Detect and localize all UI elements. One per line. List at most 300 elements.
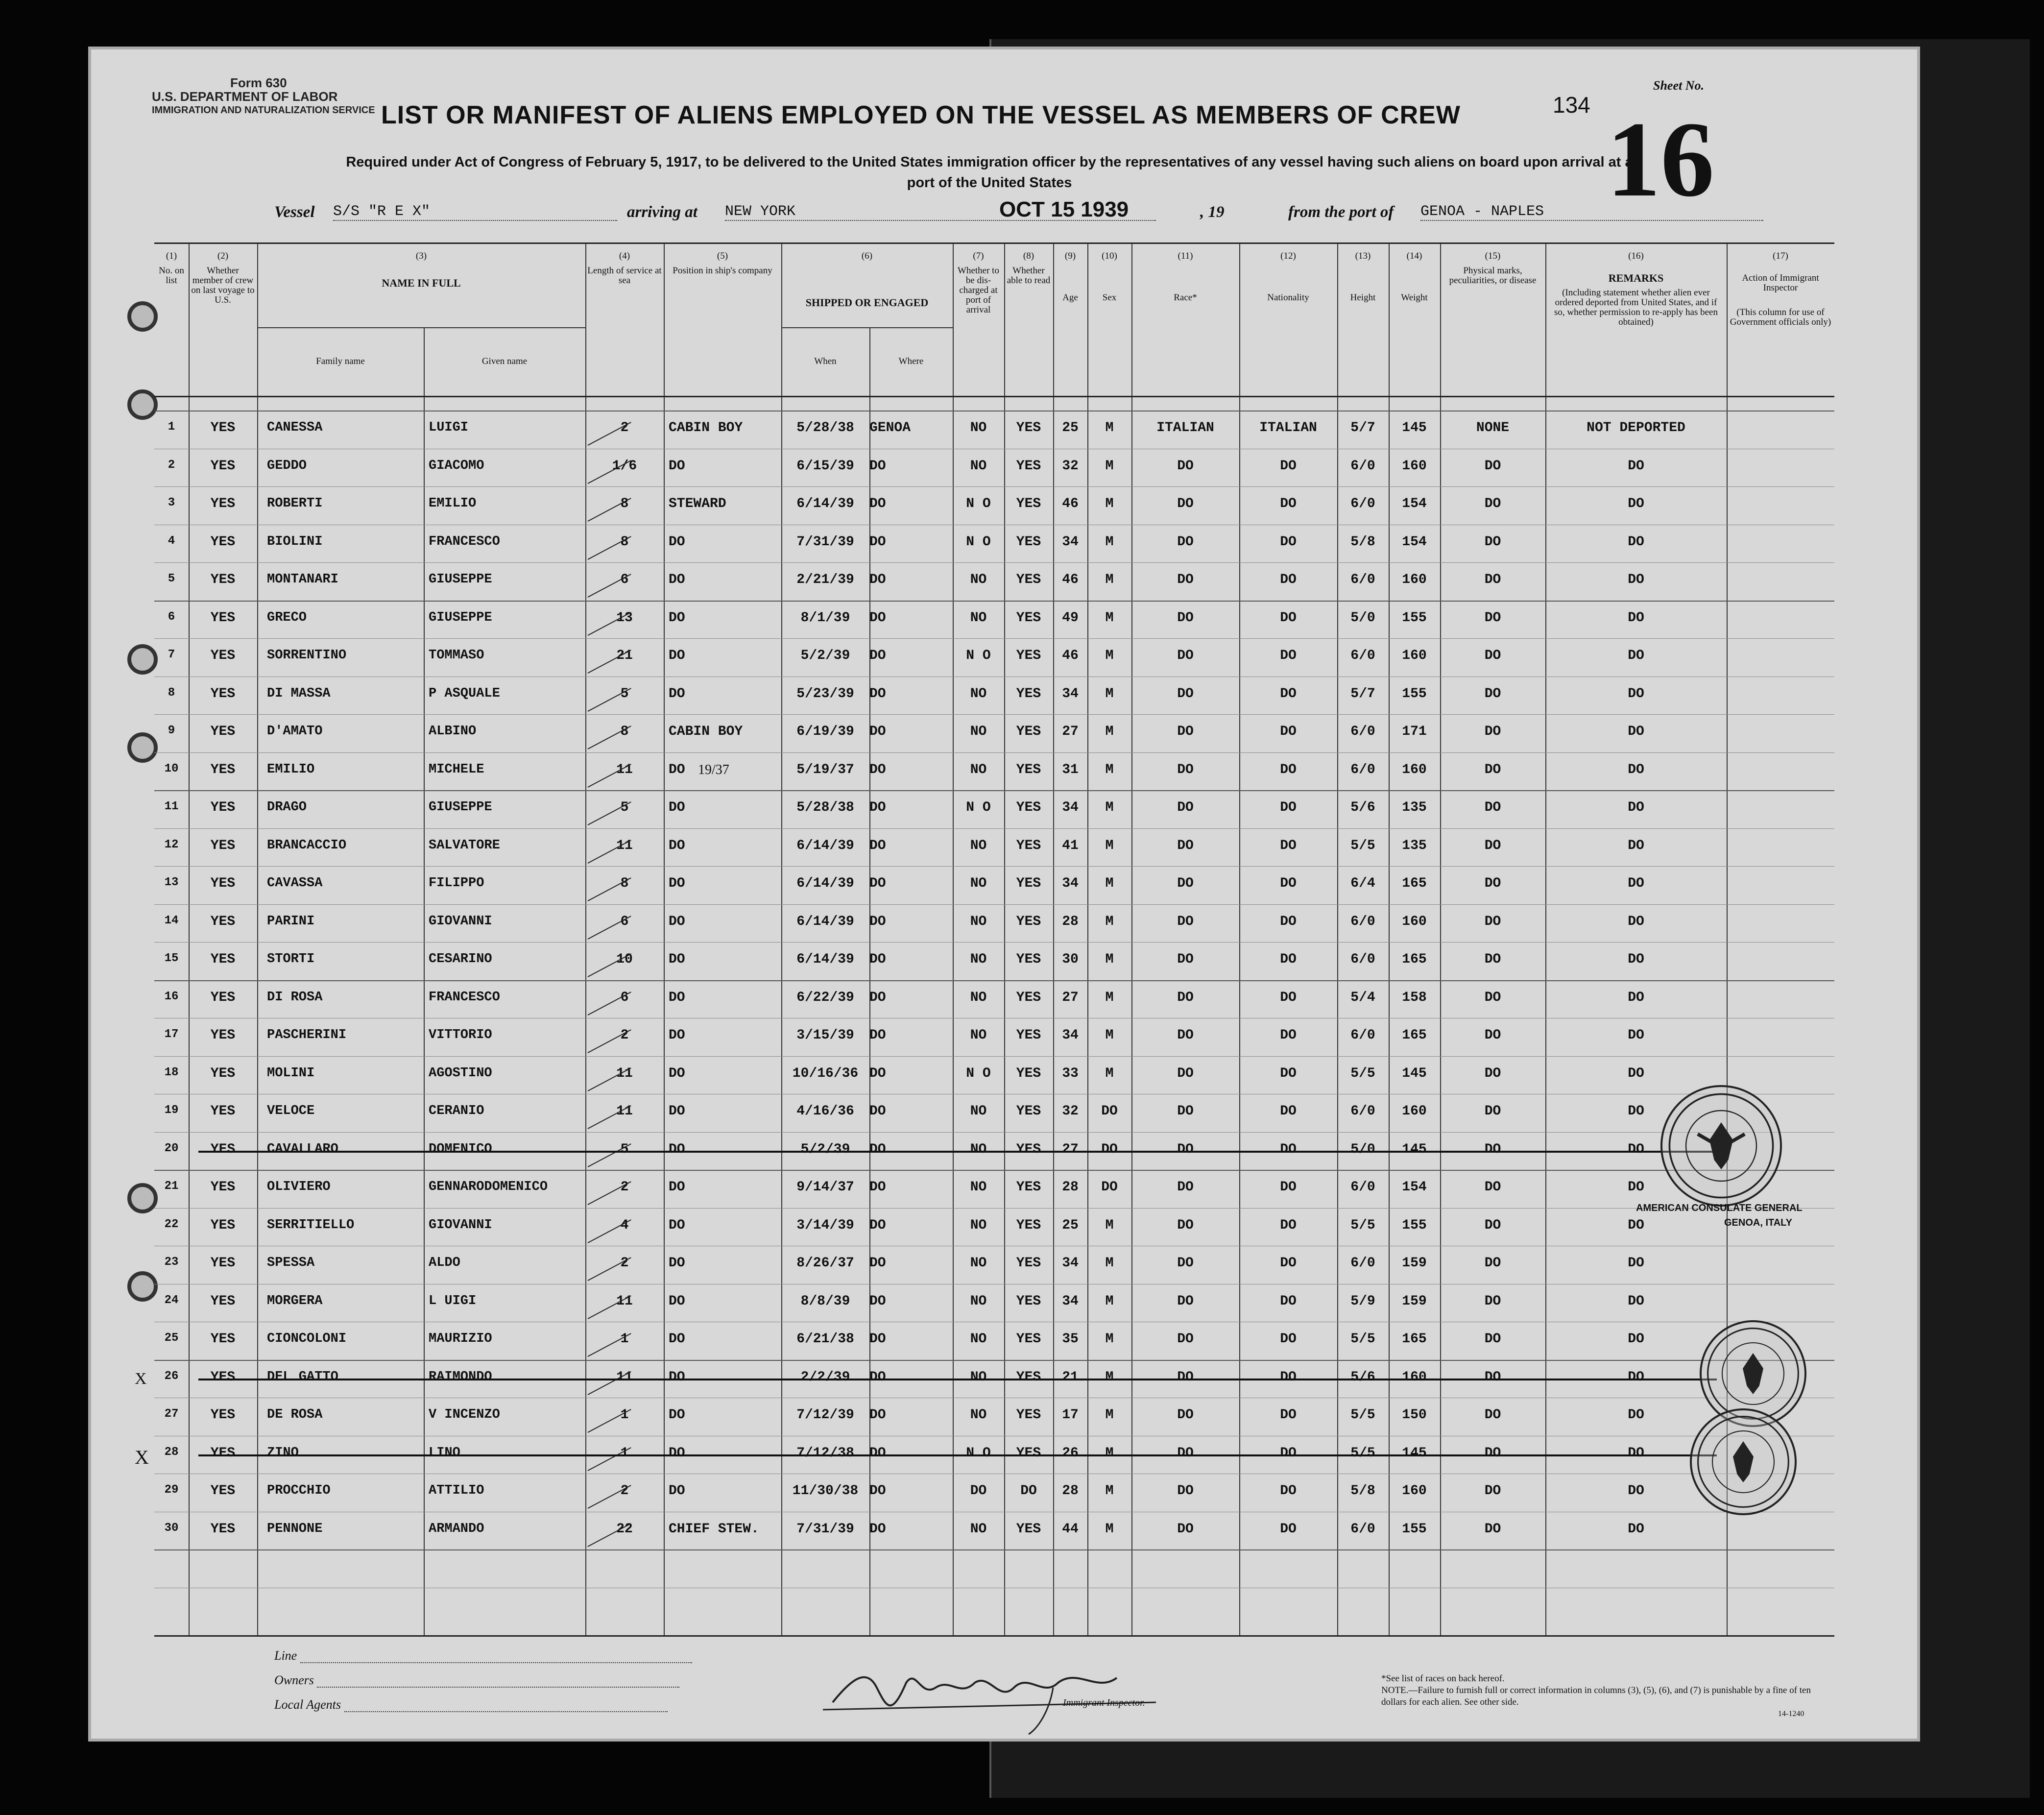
cell-where: DO: [869, 914, 886, 929]
cell-position: DO: [669, 648, 685, 663]
cell-position: DO: [669, 1028, 685, 1043]
cell-where: DO: [869, 686, 886, 702]
cell-sex: DO: [1101, 1141, 1118, 1157]
cell-sex: M: [1105, 1331, 1114, 1347]
cell-age: 34: [1062, 534, 1079, 550]
cell-last: YES: [210, 762, 236, 777]
cell-read: YES: [1016, 876, 1041, 891]
cell-weight: 171: [1402, 724, 1427, 739]
cell-read: YES: [1016, 762, 1041, 777]
handwritten-x-mark: X: [135, 1369, 147, 1388]
cell-marks: DO: [1484, 876, 1501, 891]
cell-sex: M: [1105, 990, 1114, 1005]
header-c5-num: (5): [717, 251, 728, 261]
cell-height: 6/0: [1350, 1180, 1375, 1195]
cell-remarks: DO: [1628, 610, 1644, 626]
cell-given: RAIMONDO: [429, 1369, 492, 1384]
header-c17-num: (17): [1773, 251, 1788, 261]
cell-race: DO: [1177, 724, 1194, 739]
cell-age: 34: [1062, 686, 1079, 702]
name-subheader-rule: [257, 327, 585, 328]
cell-height: 6/0: [1350, 1256, 1375, 1271]
cell-where: DO: [869, 648, 886, 663]
cell-remarks: DO: [1628, 724, 1644, 739]
cell-remarks: DO: [1628, 990, 1644, 1005]
cell-remarks: DO: [1628, 1256, 1644, 1271]
cell-where: DO: [869, 1180, 886, 1195]
cell-last: YES: [210, 1065, 236, 1081]
cell-length: 21: [616, 648, 633, 663]
cell-length: 11: [616, 1065, 633, 1081]
cell-read: YES: [1016, 838, 1041, 853]
cell-age: 34: [1062, 1293, 1079, 1309]
crew-manifest-table: [135, 242, 1834, 1637]
cell-age: 28: [1062, 1180, 1079, 1195]
cell-marks: DO: [1484, 458, 1501, 474]
row-rule: [154, 1208, 1834, 1209]
cell-when: 8/1/39: [800, 610, 850, 626]
cell-no: 2: [168, 458, 175, 472]
cell-sex: DO: [1101, 1104, 1118, 1119]
cell-nat: DO: [1280, 648, 1297, 663]
cell-weight: 154: [1402, 1180, 1427, 1195]
cell-age: 34: [1062, 876, 1079, 891]
arrival-date-stamp: OCT 15 1939: [999, 197, 1129, 221]
row-rule: [154, 904, 1834, 905]
cell-no: 8: [168, 686, 175, 700]
cell-marks: DO: [1484, 534, 1501, 550]
cell-family: STORTI: [267, 952, 315, 967]
cell-given: ATTILIO: [429, 1483, 484, 1498]
cell-where: DO: [869, 1521, 886, 1537]
punch-hole: [127, 644, 158, 675]
cell-marks: DO: [1484, 1217, 1501, 1233]
cell-weight: 154: [1402, 534, 1427, 550]
strikethrough-line: [198, 1379, 1717, 1380]
cell-position: DO: [669, 534, 685, 550]
cell-where: DO: [869, 800, 886, 815]
cell-read: YES: [1016, 496, 1041, 511]
races-note: *See list of races on back hereof.: [1381, 1673, 1505, 1684]
cell-no: 9: [168, 724, 175, 737]
cell-last: YES: [210, 1369, 236, 1385]
row-rule: [154, 1170, 1834, 1171]
cell-disch: NO: [970, 762, 987, 777]
cell-weight: 160: [1402, 572, 1427, 587]
cell-age: 28: [1062, 914, 1079, 929]
cell-marks: DO: [1484, 1065, 1501, 1081]
cell-when: 6/15/39: [796, 458, 854, 474]
cell-disch: NO: [970, 610, 987, 626]
cell-when: 6/19/39: [796, 724, 854, 739]
cell-when: 5/28/38: [796, 800, 854, 815]
cell-position: DO: [669, 1141, 685, 1157]
cell-weight: 160: [1402, 458, 1427, 474]
cell-when: 5/2/39: [800, 1141, 850, 1157]
cell-no: 24: [164, 1293, 179, 1307]
header-c13-text: Height: [1350, 292, 1376, 303]
cell-no: 28: [164, 1445, 179, 1459]
cell-race: DO: [1177, 458, 1194, 474]
cell-height: 5/9: [1350, 1293, 1375, 1309]
cell-weight: 145: [1402, 1065, 1427, 1081]
cell-nat: DO: [1280, 1407, 1297, 1423]
bureau-name: IMMIGRATION AND NATURALIZATION SERVICE: [152, 105, 375, 116]
column-divider: [1239, 244, 1240, 1635]
cell-disch: NO: [970, 1104, 987, 1119]
cell-when: 5/23/39: [796, 686, 854, 702]
cell-when: 3/15/39: [796, 1028, 854, 1043]
cell-when: 4/16/36: [796, 1104, 854, 1119]
cell-race: DO: [1177, 1180, 1194, 1195]
cell-family: SERRITIELLO: [267, 1217, 355, 1233]
cell-sex: M: [1105, 1369, 1114, 1385]
cell-when: 7/31/39: [796, 534, 854, 550]
cell-weight: 159: [1402, 1256, 1427, 1271]
cell-marks: DO: [1484, 724, 1501, 739]
cell-nat: DO: [1280, 686, 1297, 702]
cell-disch: NO: [970, 952, 987, 967]
cell-last: YES: [210, 686, 236, 702]
cell-weight: 154: [1402, 496, 1427, 511]
cell-marks: DO: [1484, 1331, 1501, 1347]
cell-position: DO: [669, 686, 685, 702]
cell-given: AGOSTINO: [429, 1065, 492, 1081]
cell-sex: M: [1105, 610, 1114, 626]
header-c14-text: Weight: [1401, 292, 1428, 303]
cell-length: 6: [620, 572, 629, 587]
cell-race: DO: [1177, 762, 1194, 777]
cell-height: 6/0: [1350, 1028, 1375, 1043]
cell-read: YES: [1016, 1065, 1041, 1081]
sheet-number: 16: [1607, 99, 1714, 219]
cell-when: 7/12/38: [796, 1445, 854, 1461]
cell-height: 6/0: [1350, 1104, 1375, 1119]
cell-sex: M: [1105, 1256, 1114, 1271]
cell-disch: NO: [970, 420, 987, 436]
cell-family: BRANCACCIO: [267, 838, 347, 853]
cell-nat: DO: [1280, 1256, 1297, 1271]
cell-length: 1/6: [612, 458, 637, 474]
cell-read: DO: [1020, 1483, 1037, 1499]
cell-no: 19: [164, 1104, 179, 1117]
cell-no: 3: [168, 496, 175, 509]
cell-read: YES: [1016, 1104, 1041, 1119]
manifest-subtitle: [186, 152, 1793, 193]
cell-no: 4: [168, 534, 175, 548]
cell-when: 8/26/37: [796, 1256, 854, 1271]
cell-length: 2: [620, 420, 629, 436]
cell-age: 35: [1062, 1331, 1079, 1347]
cell-last: YES: [210, 990, 236, 1005]
column-divider: [1389, 244, 1390, 1635]
cell-given: SALVATORE: [429, 838, 500, 853]
header-where: Where: [898, 356, 924, 366]
agents-field: [274, 1697, 668, 1712]
column-divider: [1337, 244, 1338, 1635]
cell-nat: DO: [1280, 1028, 1297, 1043]
cell-race: DO: [1177, 800, 1194, 815]
cell-remarks: DO: [1628, 1217, 1644, 1233]
cell-marks: DO: [1484, 496, 1501, 511]
cell-given: FILIPPO: [429, 876, 484, 891]
cell-weight: 160: [1402, 1483, 1427, 1499]
cell-position: DO: [669, 952, 685, 967]
cell-nat: DO: [1280, 876, 1297, 891]
row-rule: [154, 601, 1834, 602]
header-remarks-sub: (Including statement whether alien ever ordered deported from United States, and if so, whether permission to re-apply has been obtained): [1554, 288, 1718, 327]
cell-remarks: DO: [1628, 762, 1644, 777]
subtitle-line-1: Required under Act of Congress of February 5, 1917, to be delivered to the United States immigration officer by the representatives of any vessel having such aliens on board upon arrival at a: [346, 154, 1633, 170]
cell-marks: DO: [1484, 572, 1501, 587]
agents-label: Local Agents: [274, 1697, 341, 1712]
cell-disch: NO: [970, 1217, 987, 1233]
cell-family: DRAGO: [267, 800, 307, 815]
header-c9-text: Age: [1062, 292, 1078, 303]
cell-position: DO: [669, 1445, 685, 1461]
cell-sex: M: [1105, 572, 1114, 587]
sheet-label: Sheet No.: [1653, 78, 1704, 93]
cell-family: VELOCE: [267, 1104, 315, 1118]
cell-position: DO: [669, 1407, 685, 1423]
cell-read: YES: [1016, 572, 1041, 587]
cell-no: 21: [164, 1180, 179, 1193]
cell-given: GIOVANNI: [429, 914, 492, 929]
cell-read: YES: [1016, 1141, 1041, 1157]
cell-marks: DO: [1484, 800, 1501, 815]
header-c4-num: (4): [619, 251, 630, 261]
column-divider: [585, 244, 586, 1635]
cell-where: DO: [869, 1141, 886, 1157]
cell-nat: DO: [1280, 1369, 1297, 1385]
header-c8-text: Whether able to read: [1007, 266, 1051, 286]
cell-sex: M: [1105, 762, 1114, 777]
cell-read: YES: [1016, 1407, 1041, 1423]
cell-weight: 135: [1402, 838, 1427, 853]
cell-weight: 150: [1402, 1407, 1427, 1423]
cell-where: DO: [869, 1483, 886, 1499]
cell-length: 4: [620, 1217, 629, 1233]
cell-disch: N O: [966, 800, 991, 815]
cell-age: 21: [1062, 1369, 1079, 1385]
cell-given: GIACOMO: [429, 458, 484, 473]
cell-length: 11: [616, 1293, 633, 1309]
seal-text-top: AMERICAN CONSULATE GENERAL: [1636, 1203, 1803, 1213]
cell-family: CIONCOLONI: [267, 1331, 347, 1346]
cell-remarks: NOT DEPORTED: [1587, 420, 1685, 436]
cell-length: 1: [620, 1445, 629, 1461]
cell-given: GIUSEPPE: [429, 572, 492, 587]
cell-sex: DO: [1101, 1180, 1118, 1195]
cell-read: YES: [1016, 610, 1041, 626]
cell-age: 41: [1062, 838, 1079, 853]
cell-marks: DO: [1484, 1141, 1501, 1157]
cell-remarks: DO: [1628, 648, 1644, 663]
cell-age: 28: [1062, 1483, 1079, 1499]
cell-position: DO: [669, 762, 685, 777]
cell-when: 10/16/36: [792, 1065, 859, 1081]
column-divider: [664, 244, 665, 1635]
cell-last: YES: [210, 800, 236, 815]
cell-race: DO: [1177, 1407, 1194, 1423]
cell-age: 46: [1062, 572, 1079, 587]
cell-sex: M: [1105, 1065, 1114, 1081]
cell-position: CABIN BOY: [669, 420, 743, 436]
cell-height: 6/0: [1350, 458, 1375, 474]
cell-read: YES: [1016, 1331, 1041, 1347]
cell-read: YES: [1016, 800, 1041, 815]
header-bottom-rule: [154, 396, 1834, 397]
cell-family: PASCHERINI: [267, 1028, 347, 1042]
cell-position: DO: [669, 1369, 685, 1385]
cell-marks: DO: [1484, 914, 1501, 929]
cell-remarks: DO: [1628, 1331, 1644, 1347]
cell-length: 13: [616, 610, 633, 626]
cell-where: DO: [869, 1104, 886, 1119]
cell-marks: DO: [1484, 990, 1501, 1005]
cell-where: DO: [869, 1369, 886, 1385]
cell-sex: M: [1105, 1028, 1114, 1043]
cell-marks: NONE: [1476, 420, 1510, 436]
column-divider: [1087, 244, 1088, 1635]
cell-no: 12: [164, 838, 179, 851]
cell-family: OLIVIERO: [267, 1180, 331, 1194]
cell-given: VITTORIO: [429, 1028, 492, 1042]
cell-where: DO: [869, 952, 886, 967]
year-prefix: , 19: [1200, 203, 1225, 221]
cell-when: 2/2/39: [800, 1369, 850, 1385]
cell-position: CHIEF STEW.: [669, 1521, 759, 1537]
cell-read: YES: [1016, 1028, 1041, 1043]
cell-race: DO: [1177, 1104, 1194, 1119]
cell-family: MORGERA: [267, 1293, 323, 1308]
cell-family: D'AMATO: [267, 724, 323, 739]
cell-last: YES: [210, 1331, 236, 1347]
punch-hole: [127, 1183, 158, 1213]
cell-position: DO: [669, 800, 685, 815]
cell-age: 27: [1062, 990, 1079, 1005]
cell-read: YES: [1016, 990, 1041, 1005]
cell-where: DO: [869, 1217, 886, 1233]
cell-nat: DO: [1280, 458, 1297, 474]
cell-nat: DO: [1280, 762, 1297, 777]
cell-last: YES: [210, 496, 236, 511]
column-divider: [869, 327, 870, 1635]
cell-last: YES: [210, 572, 236, 587]
cell-position: DO: [669, 610, 685, 626]
row-rule: [154, 942, 1834, 943]
cell-race: DO: [1177, 990, 1194, 1005]
cell-no: 11: [164, 800, 179, 813]
cell-where: DO: [869, 1065, 886, 1081]
cell-height: 6/0: [1350, 1521, 1375, 1537]
cell-race: DO: [1177, 648, 1194, 663]
cell-last: YES: [210, 1256, 236, 1271]
cell-no: 18: [164, 1065, 179, 1079]
cell-sex: M: [1105, 724, 1114, 739]
form-code: 14-1240: [1778, 1710, 1804, 1718]
cell-nat: DO: [1280, 1483, 1297, 1499]
cell-height: 5/8: [1350, 1483, 1375, 1499]
header-remarks: REMARKS: [1608, 272, 1664, 284]
cell-race: DO: [1177, 952, 1194, 967]
cell-nat: DO: [1280, 1065, 1297, 1081]
cell-disch: NO: [970, 1256, 987, 1271]
column-divider: [257, 244, 258, 1635]
cell-race: DO: [1177, 572, 1194, 587]
cell-marks: DO: [1484, 610, 1501, 626]
cell-race: DO: [1177, 914, 1194, 929]
header-name-in-full: NAME IN FULL: [382, 277, 461, 289]
cell-weight: 145: [1402, 420, 1427, 436]
from-label: from the port of: [1288, 203, 1394, 221]
cell-age: 27: [1062, 724, 1079, 739]
row-rule: [154, 1360, 1834, 1361]
cell-position: DO: [669, 1483, 685, 1499]
cell-where: DO: [869, 1445, 886, 1461]
owners-field: [274, 1673, 679, 1688]
cell-position: DO: [669, 1104, 685, 1119]
cell-read: YES: [1016, 1369, 1041, 1385]
cell-nat: DO: [1280, 1104, 1297, 1119]
consulate-seal: [1660, 1085, 1782, 1207]
cell-no: 26: [164, 1369, 179, 1383]
cell-family: GEDDO: [267, 458, 307, 473]
cell-age: 46: [1062, 496, 1079, 511]
cell-nat: DO: [1280, 1445, 1297, 1461]
row-rule: [154, 638, 1834, 639]
cell-sex: M: [1105, 1445, 1114, 1461]
cell-read: YES: [1016, 914, 1041, 929]
arriving-port: NEW YORK: [725, 203, 1156, 221]
cell-length: 2: [620, 1180, 629, 1195]
cell-sex: M: [1105, 1293, 1114, 1309]
cell-nat: DO: [1280, 1331, 1297, 1347]
cell-last: YES: [210, 648, 236, 663]
cell-read: YES: [1016, 1521, 1041, 1537]
cell-given: L UIGI: [429, 1293, 477, 1308]
cell-height: 5/5: [1350, 1217, 1375, 1233]
cell-length: 1: [620, 1407, 629, 1423]
cell-height: 5/7: [1350, 686, 1375, 702]
cell-when: 7/31/39: [796, 1521, 854, 1537]
cell-nat: DO: [1280, 496, 1297, 511]
cell-marks: DO: [1484, 1445, 1501, 1461]
cell-read: YES: [1016, 458, 1041, 474]
vessel-label: Vessel: [274, 203, 315, 221]
cell-length: 5: [620, 800, 629, 815]
header-given-name: Given name: [481, 356, 528, 366]
cell-remarks: DO: [1628, 1521, 1644, 1537]
cell-marks: DO: [1484, 1407, 1501, 1423]
cell-family: CAVALLARO: [267, 1141, 338, 1157]
cell-nat: DO: [1280, 724, 1297, 739]
cell-weight: 165: [1402, 1028, 1427, 1043]
punch-hole: [127, 301, 158, 332]
cell-position: DO: [669, 876, 685, 891]
cell-race: DO: [1177, 686, 1194, 702]
cell-height: 5/0: [1350, 1141, 1375, 1157]
cell-remarks: DO: [1628, 572, 1644, 587]
cell-remarks: DO: [1628, 1407, 1644, 1423]
column-divider: [1131, 244, 1132, 1635]
cell-marks: DO: [1484, 762, 1501, 777]
cell-given: MAURIZIO: [429, 1331, 492, 1346]
cell-height: 5/6: [1350, 800, 1375, 815]
cell-length: 8: [620, 496, 629, 511]
cell-read: YES: [1016, 1217, 1041, 1233]
header-c12-num: (12): [1280, 251, 1296, 261]
